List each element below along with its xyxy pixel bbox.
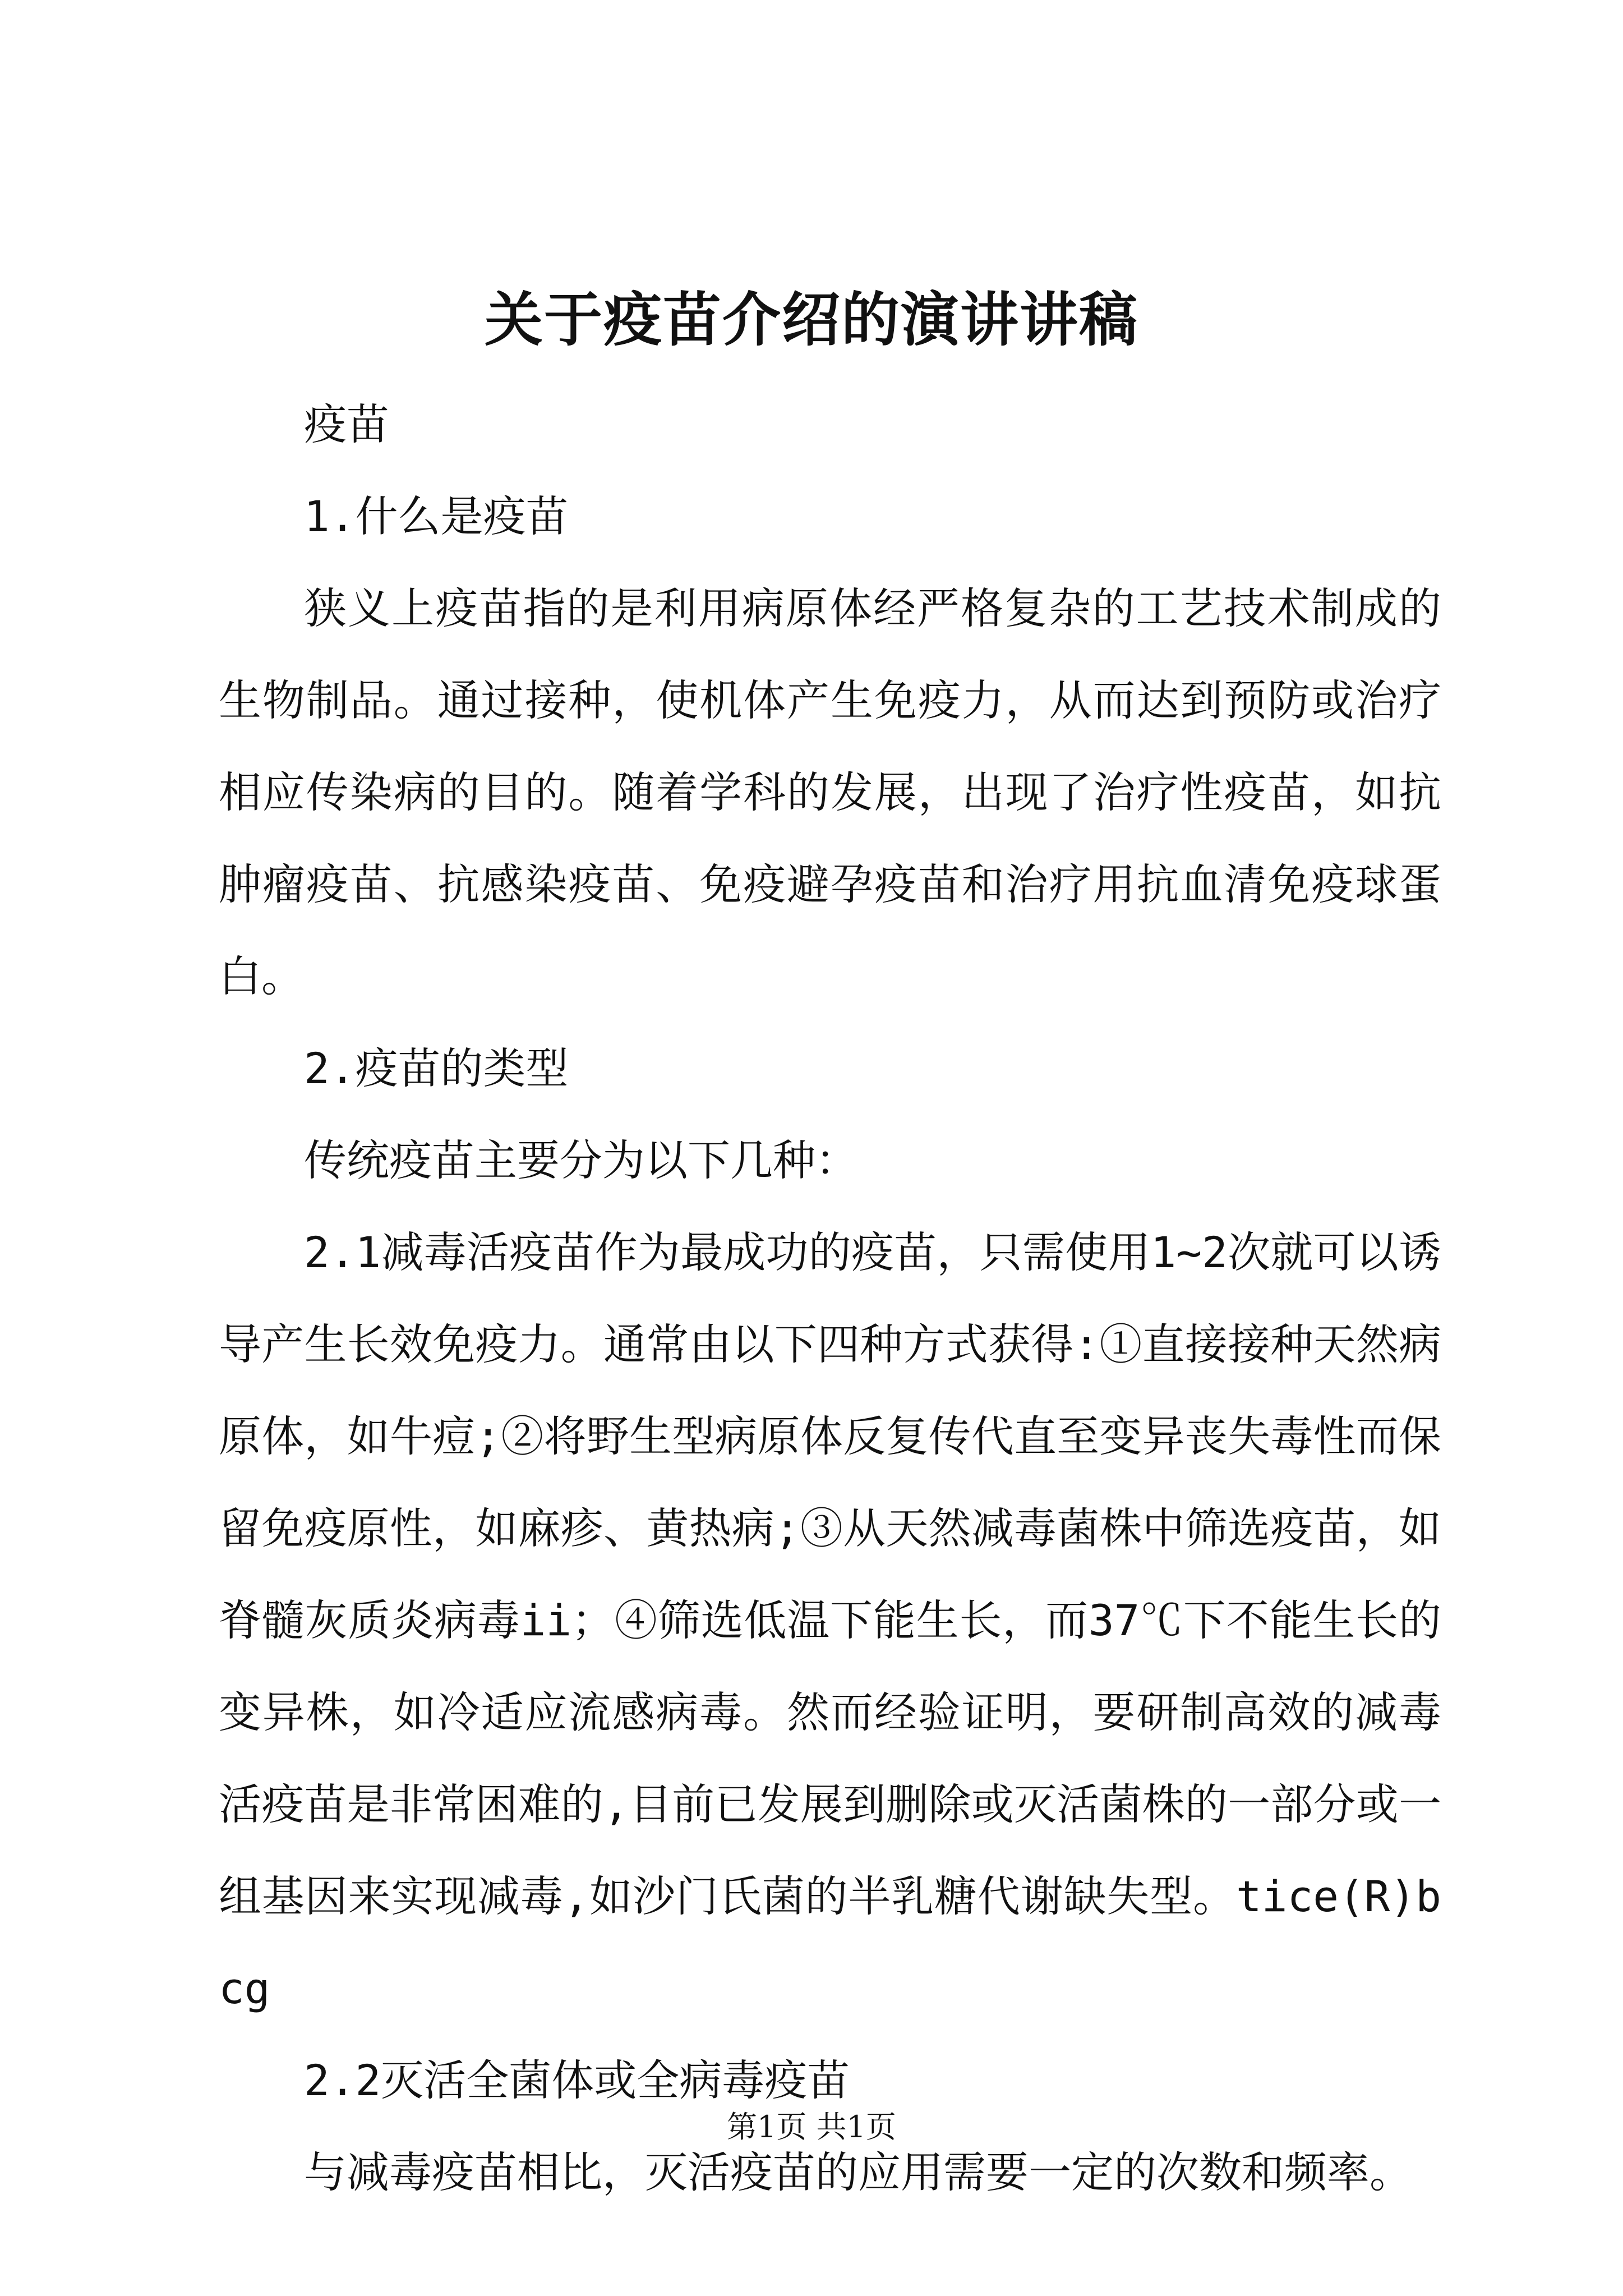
paragraph-inactivated: 与减毒疫苗相比，灭活疫苗的应用需要一定的次数和频率。 bbox=[304, 2147, 1412, 2197]
heading-inactivated: 2.2灭活全菌体或全病毒疫苗 bbox=[304, 2055, 850, 2105]
paragraph-definition: 狭义上疫苗指的是利用病原体经严格复杂的工艺技术制成的生物制品。通过接种，使机体产生免疫力，从而达到预防或治疗相应传染病的目的。随着学科的发展，出现了治疗性疫苗，如抗肿瘤疫苗、抗感染疫苗、免疫避孕疫苗和治疗用抗血清免疫球蛋白。 bbox=[219, 583, 1441, 1001]
heading-vaccine-types: 2.疫苗的类型 bbox=[304, 1043, 569, 1093]
document-body bbox=[219, 379, 1441, 2219]
heading-what-is-vaccine: 1.什么是疫苗 bbox=[304, 491, 569, 541]
paragraph-traditional-types: 传统疫苗主要分为以下几种： bbox=[304, 1135, 858, 1185]
paragraph-live-attenuated: 2.1减毒活疫苗作为最成功的疫苗，只需使用1~2次就可以诱导产生长效免疫力。通常由以下四种方式获得:①直接接种天然病原体，如牛痘;②将野生型病原体反复传代直至变异丧失毒性而保留免疫原性，如麻疹、黄热病;③从天然减毒菌株中筛选疫苗，如脊髓灰质炎病毒ii；④筛选低温下能生长，而37℃下不能生长的变异株，如冷适应流感病毒。然而经验证明，要研制高效的减毒活疫苗是非常困难的,目前已发展到删除或灭活菌株的一部分或一组基因来实现减毒,如沙门氏菌的半乳糖代谢缺失型。tice(R)bcg bbox=[219, 1227, 1441, 2013]
document-title: 关于疫苗介绍的演讲讲稿 bbox=[484, 285, 1138, 354]
section-label: 疫苗 bbox=[304, 399, 389, 449]
page-footer: 第1页 共1页 bbox=[727, 2109, 896, 2145]
